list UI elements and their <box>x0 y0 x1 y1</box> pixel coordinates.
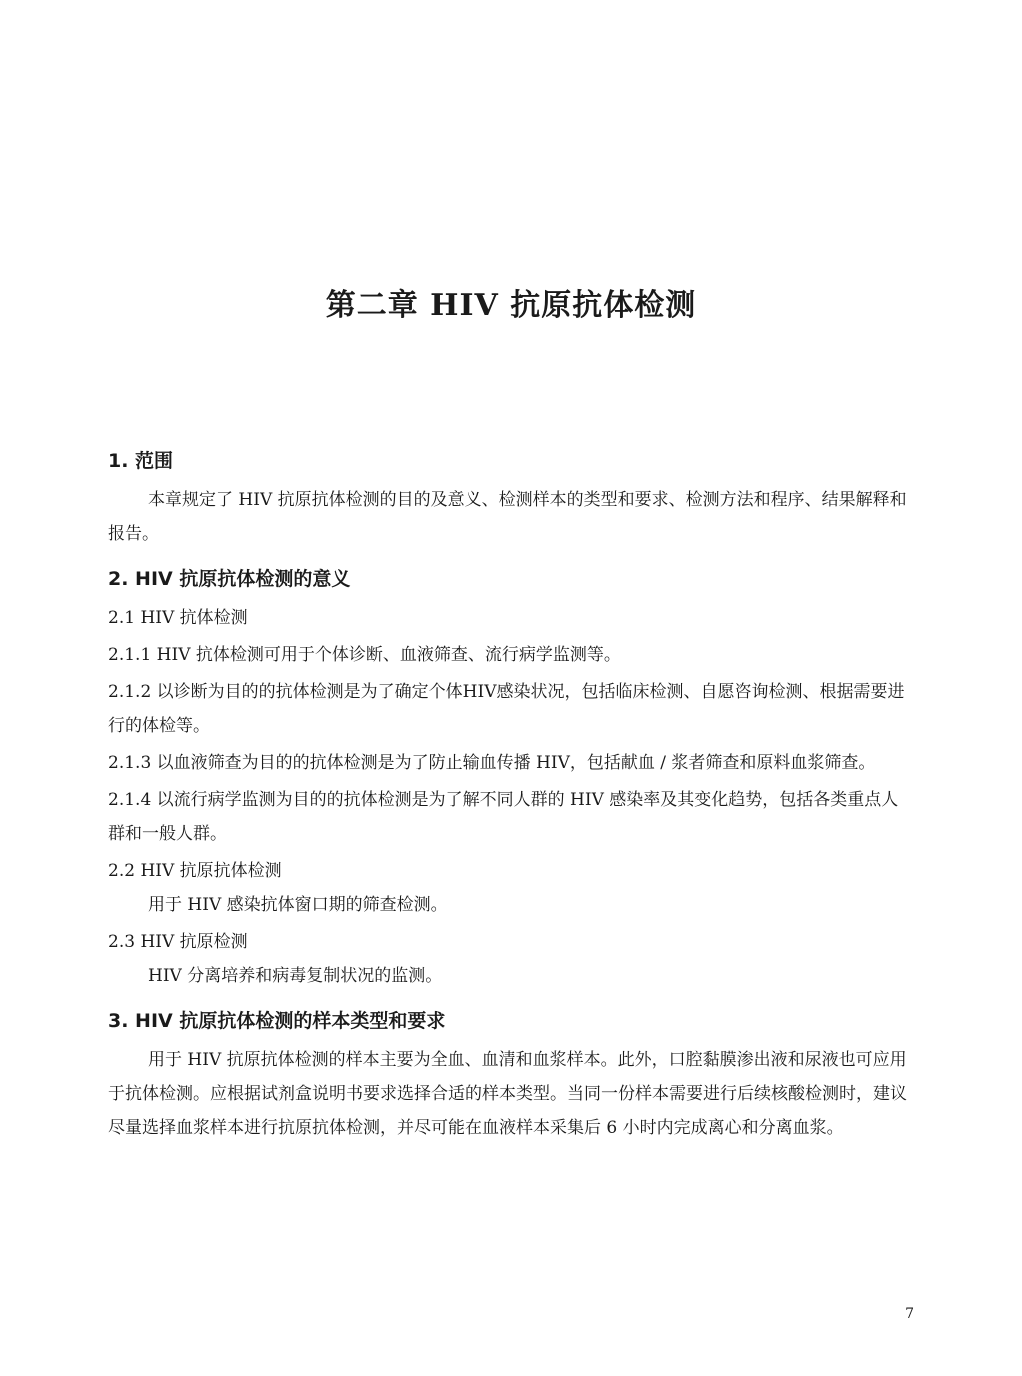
subsection-2-2-body: 用于 HIV 感染抗体窗口期的筛查检测。 <box>148 895 448 915</box>
clause-2-1-1: 2.1.1 HIV 抗体检测可用于个体诊断、血液筛查、流行病学监测等。 <box>108 645 621 665</box>
section-1-heading: 1. 范围 <box>108 450 174 472</box>
chapter-title: 第二章 HIV 抗原抗体检测 <box>325 288 697 323</box>
subsection-2-2-title: 2.2 HIV 抗原抗体检测 <box>108 861 282 881</box>
page-number: 7 <box>905 1306 914 1322</box>
subsection-2-3-body: HIV 分离培养和病毒复制状况的监测。 <box>148 966 443 986</box>
section-2-heading: 2. HIV 抗原抗体检测的意义 <box>108 568 351 590</box>
section-1-body: 本章规定了 HIV 抗原抗体检测的目的及意义、检测样本的类型和要求、检测方法和程序、结果解释和报告。 <box>108 490 907 544</box>
clause-2-1-3: 2.1.3 以血液筛查为目的的抗体检测是为了防止输血传播 HIV，包括献血 / 浆者筛查和原料血浆筛查。 <box>108 753 876 773</box>
clause-2-1-2: 2.1.2 以诊断为目的的抗体检测是为了确定个体HIV感染状况，包括临床检测、自愿咨询检测、根据需要进行的体检等。 <box>108 682 905 736</box>
page-content <box>108 445 914 1145</box>
section-3-heading: 3. HIV 抗原抗体检测的样本类型和要求 <box>108 1010 446 1032</box>
section-3-body: 用于 HIV 抗原抗体检测的样本主要为全血、血清和血浆样本。此外，口腔黏膜渗出液和尿液也可应用于抗体检测。应根据试剂盒说明书要求选择合适的样本类型。当同一份样本需要进行后续核酸检测时，建议尽量选择血浆样本进行抗原抗体检测，并尽可能在血液样本采集后 6 小时内完成离心和分离血浆。 <box>108 1050 907 1138</box>
subsection-2-1-title: 2.1 HIV 抗体检测 <box>108 608 248 628</box>
subsection-2-3-title: 2.3 HIV 抗原检测 <box>108 932 248 952</box>
clause-2-1-4: 2.1.4 以流行病学监测为目的的抗体检测是为了解不同人群的 HIV 感染率及其变化趋势，包括各类重点人群和一般人群。 <box>108 790 899 844</box>
